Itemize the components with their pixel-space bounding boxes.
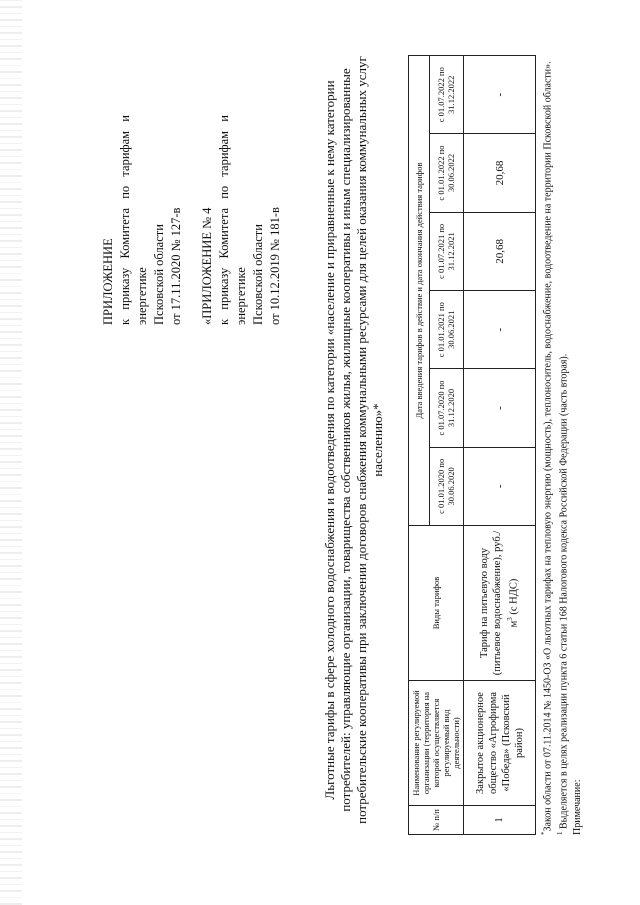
header-period: с 01.07.2020 по 31.12.2020	[429, 369, 463, 447]
header-period: с 01.01.2021 по 30.06.2021	[429, 291, 463, 369]
law-reference: *Закон области от 07.11.2014 № 1450-ОЗ «О льготных тарифах на тепловую энергию (мощность), теплоноситель, водоснабжение, водоотведение на территории Псковской области».	[540, 61, 554, 835]
remark-label: Примечание:	[571, 779, 583, 835]
row-value: 20,68	[464, 134, 536, 212]
header-organization: Наименование регулируемой организации (территория на которой осуществляется регулируемый вид деятельности)	[409, 681, 464, 806]
document-title: Льготные тарифы в сфере холодного водоснабжения и водоотведения по категории «население и приравненные к нему категории потребителей: управляющие организации, товарищества собственников жилья, жилищные кооперативы и иным специализированные потребительские кооперативы при заключении договоров снабжения коммунальными ресурсами для целей оказания коммунальных услуг населению»*	[322, 56, 385, 824]
header-period: с 01.07.2022 по 31.12.2022	[429, 56, 463, 134]
appendix-line: от 17.11.2020 № 127-в	[169, 207, 183, 325]
row-value: -	[464, 291, 536, 369]
appendix-line: к приказу Комитета по тарифам и энергетике	[118, 115, 149, 325]
header-period: с 01.01.2020 по 30.06.2020	[429, 447, 463, 525]
tariff-table	[408, 55, 536, 835]
appendix-title: ПРИЛОЖЕНИЕ	[101, 238, 115, 325]
footnote: $^1$ Выделяется в целях реализации пункта 6 статьи 168 Налогового кодекса Российской Федерации (часть вторая).	[556, 353, 570, 835]
row-tariff-type: Тариф на питьевую воду (питьевое водоснабжение), $руб./м^3$ (с НДС)	[464, 526, 536, 681]
row-value: -	[464, 369, 536, 447]
appendix-line: к приказу Комитета по тарифам и энергетике	[217, 115, 248, 325]
header-period-group: Дата введения тарифов в действие и дата окончания действия тарифов	[409, 56, 430, 526]
row-value: -	[464, 56, 536, 134]
header-period: с 01.01.2022 по 30.06.2022	[429, 134, 463, 212]
appendix-title: «ПРИЛОЖЕНИЕ № 4	[200, 207, 214, 325]
appendix-line: Псковской области	[152, 224, 166, 325]
row-organization: Закрытое акционерное общество «Агрофирма «Победа» (Псковский район)	[464, 681, 536, 806]
appendix-line: Псковской области	[251, 224, 265, 325]
row-num: 1	[464, 806, 536, 835]
appendix-header	[100, 115, 284, 325]
header-num: № п/п	[409, 806, 464, 835]
appendix-line: от 10.12.2019 № 181-в	[268, 207, 282, 325]
row-value: 20,68	[464, 212, 536, 290]
header-tariff-type: Виды тарифов	[409, 526, 464, 681]
footnotes	[538, 15, 584, 835]
header-period: с 01.07.2021 по 31.12.2021	[429, 212, 463, 290]
row-value: -	[464, 447, 536, 525]
scan-edge-artifact	[0, 0, 22, 905]
table-header-row	[409, 56, 430, 835]
table-row	[464, 56, 536, 835]
